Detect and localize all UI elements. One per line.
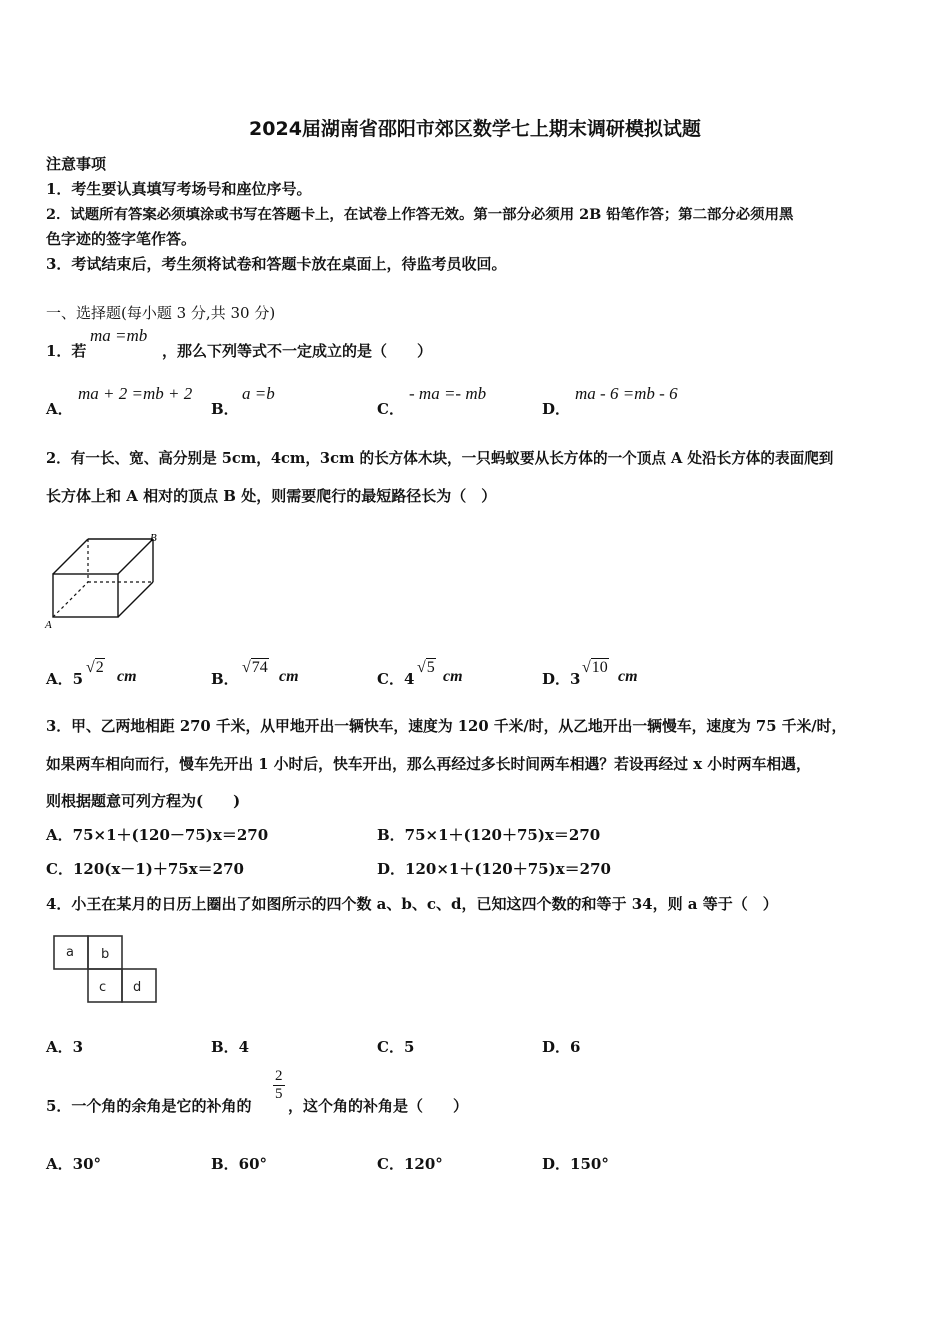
q2-option-d-unit: cm bbox=[618, 668, 638, 685]
sqrt-icon: √ bbox=[86, 659, 95, 676]
q2-option-d-radical: √10 bbox=[582, 659, 608, 676]
q4-option-c: C．5 bbox=[377, 1038, 415, 1056]
calendar-label-d: d bbox=[133, 980, 142, 995]
q2-option-b-label: B． bbox=[211, 670, 239, 688]
calendar-label-c: c bbox=[99, 980, 107, 995]
q5-suffix: ，这个角的补角是（ ） bbox=[288, 1097, 469, 1115]
q1-option-d-label: D． bbox=[542, 400, 571, 418]
q4-option-a: A．3 bbox=[46, 1038, 84, 1056]
cuboid-edge bbox=[53, 539, 88, 574]
q5-option-b: B．60° bbox=[211, 1155, 268, 1173]
q2-option-a-radical: √2 bbox=[86, 659, 104, 676]
q2-option-a bbox=[46, 668, 83, 689]
q2-line-1: 2．有一长、宽、高分别是 5cm，4cm，3cm 的长方体木块，一只蚂蚁要从长方体的一个顶点 A 处沿长方体的表面爬到 bbox=[46, 450, 834, 467]
q5-fraction-denominator: 5 bbox=[275, 1086, 283, 1102]
q1-prefix: 1．若 bbox=[46, 342, 87, 360]
q1-option-d: ma - 6 =mb - 6 bbox=[575, 384, 678, 403]
q4-option-b: B．4 bbox=[211, 1038, 250, 1056]
q5-option-d: D．150° bbox=[542, 1155, 609, 1173]
q2-option-a-unit: cm bbox=[117, 668, 137, 685]
q1-suffix: ，那么下列等式不一定成立的是（ ） bbox=[162, 342, 433, 360]
notice-heading: 注意事项 bbox=[46, 155, 107, 173]
cuboid-hidden-edge bbox=[53, 582, 88, 617]
cuboid-edge bbox=[118, 582, 153, 617]
q5-prefix: 5．一个角的余角是它的补角的 bbox=[46, 1097, 252, 1115]
notice-item-3: 3．考试结束后，考生须将试卷和答题卡放在桌面上，待监考员收回。 bbox=[46, 255, 507, 273]
q2-option-a-coef: 5 bbox=[72, 670, 84, 688]
notice-item-1: 1．考生要认真填写考场号和座位序号。 bbox=[46, 180, 312, 198]
vertex-b-label: B bbox=[150, 532, 157, 544]
calendar-figure bbox=[52, 934, 158, 1006]
notice-item-2-line-1: 2．试题所有答案必须填涂或书写在答题卡上，在试卷上作答无效。第一部分必须用 2B 铅笔作答；第二部分必须用黑 bbox=[46, 206, 794, 223]
q2-line-2: 长方体上和 A 相对的顶点 B 处，则需要爬行的最短路径长为（ ） bbox=[46, 487, 497, 505]
q5-option-c: C．120° bbox=[377, 1155, 443, 1173]
cuboid-edge bbox=[118, 539, 153, 574]
q5-option-a: A．30° bbox=[46, 1155, 102, 1173]
q2-option-c-radical: √5 bbox=[417, 659, 435, 676]
q3-line-3: 则根据题意可列方程为( ) bbox=[46, 792, 241, 810]
sqrt-icon: √ bbox=[582, 659, 591, 676]
q2-option-d bbox=[542, 668, 580, 689]
q3-line-2: 如果两车相向而行，慢车先开出 1 小时后，快车开出，那么再经过多长时间两车相遇？若设再经过 x 小时两车相遇， bbox=[46, 756, 811, 773]
q5-fraction bbox=[273, 1068, 285, 1103]
q3-line-1: 3．甲、乙两地相距 270 千米，从甲地开出一辆快车，速度为 120 千米/时，从乙地开出一辆慢车，速度为 75 千米/时， bbox=[46, 718, 847, 735]
q1-option-b-label: B． bbox=[211, 400, 239, 418]
section-heading: 一、选择题(每小题 3 分,共 30 分) bbox=[46, 304, 276, 322]
q2-option-d-label: D． bbox=[542, 670, 571, 688]
q1-option-a-label: A． bbox=[46, 400, 73, 418]
cuboid-figure bbox=[44, 530, 164, 630]
q1-option-c: - ma =- mb bbox=[409, 384, 487, 403]
q2-option-c-unit: cm bbox=[443, 668, 463, 685]
q2-option-b-unit: cm bbox=[279, 668, 299, 685]
q2-option-a-label: A． bbox=[46, 670, 73, 688]
q2-option-b-radical: √74 bbox=[242, 659, 268, 676]
q2-option-c-label: C． bbox=[377, 670, 404, 688]
q1-option-b: a =b bbox=[242, 384, 275, 403]
calendar-label-a: a bbox=[66, 945, 74, 960]
page-title: 2024届湖南省邵阳市郊区数学七上期末调研模拟试题 bbox=[249, 118, 701, 140]
vertex-a-label: A bbox=[45, 619, 52, 630]
q2-option-c bbox=[377, 668, 414, 689]
q3-option-a: A．75×1＋(120－75)x＝270 bbox=[46, 826, 269, 844]
sqrt-icon: √ bbox=[242, 659, 251, 676]
notice-item-2-line-2: 色字迹的签字笔作答。 bbox=[46, 230, 197, 248]
q1-option-c-label: C． bbox=[377, 400, 404, 418]
q3-option-b: B．75×1＋(120＋75)x＝270 bbox=[377, 826, 601, 844]
sqrt-icon: √ bbox=[417, 659, 426, 676]
q3-option-c: C．120(x－1)＋75x＝270 bbox=[46, 860, 244, 878]
calendar-label-b: b bbox=[101, 947, 110, 962]
q4-text: 4．小王在某月的日历上圈出了如图所示的四个数 a、b、c、d，已知这四个数的和等于 34，则 a 等于（ ） bbox=[46, 895, 778, 913]
q2-option-d-coef: 3 bbox=[570, 670, 581, 688]
q2-option-c-coef: 4 bbox=[403, 670, 415, 688]
q3-option-d: D．120×1＋(120＋75)x＝270 bbox=[377, 860, 611, 878]
q4-option-d: D．6 bbox=[542, 1038, 581, 1056]
q1-condition: ma =mb bbox=[90, 326, 148, 345]
q5-fraction-numerator: 2 bbox=[275, 1068, 283, 1084]
q1-option-a: ma + 2 =mb + 2 bbox=[78, 384, 193, 403]
cuboid-front-face bbox=[53, 574, 118, 617]
